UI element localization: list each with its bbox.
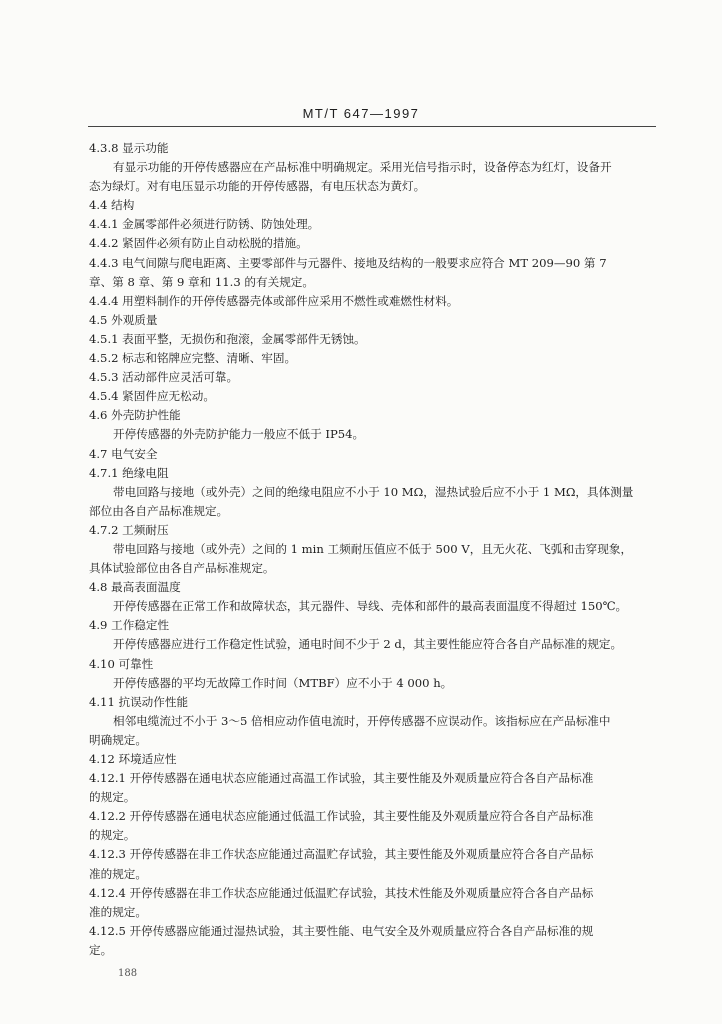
text-line: 的规定。 [89,790,136,805]
text-line: 4.5.1 表面平整，无损伤和孢滚，金属零部件无锈蚀。 [89,331,366,346]
text-line: 4.7 电气安全 [89,446,158,461]
text-line: 4.12.4 开停传感器在非工作状态应能通过低温贮存试验，其技术性能及外观质量应符合各自产品标 [89,885,594,900]
text-line: 4.4 结构 [89,198,135,213]
text-line: 开停传感器的外壳防护能力一般应不低于 IP54。 [113,427,365,442]
text-line: 4.3.8 显示功能 [89,141,169,155]
text-line: 态为绿灯。对有电压显示功能的开停传感器，有电压状态为黄灯。 [89,179,426,194]
text-line: 定。 [89,942,113,957]
document-body [89,139,661,960]
text-line: 准的规定。 [89,866,147,881]
text-line: 准的规定。 [89,904,147,919]
text-line: 带电回路与接地（或外壳）之间的绝缘电阻应不小于 10 MΩ，湿热试验后应不小于 1 MΩ，具体测量 [113,484,634,499]
text-line: 4.12 环境适应性 [89,752,177,766]
text-line: 4.7.2 工频耐压 [89,522,169,537]
text-line: 相邻电缆流过不小于 3～5 倍相应动作值电流时，开停传感器不应误动作。该指标应在产品标准中 [113,713,611,728]
text-line: 开停传感器的平均无故障工作时间（MTBF）应不小于 4 000 h。 [113,675,453,690]
text-line: 4.12.3 开停传感器在非工作状态应能通过高温贮存试验，其主要性能及外观质量应符合各自产品标 [89,847,594,862]
text-line: 部位由各自产品标准规定。 [89,503,229,518]
text-line: 4.12.1 开停传感器在通电状态应能通过高温工作试验，其主要性能及外观质量应符合各自产品标准 [89,771,594,786]
text-line: 4.5.3 活动部件应灵活可靠。 [89,370,239,385]
text-line: 4.12.5 开停传感器应能通过湿热试验，其主要性能、电气安全及外观质量应符合各自产品标准的规 [89,923,594,938]
text-line: 4.4.4 用塑料制作的开停传感器壳体或部件应采用不燃性或难燃性材料。 [89,293,459,308]
text-line: 4.12.2 开停传感器在通电状态应能通过低温工作试验，其主要性能及外观质量应符合各自产品标准 [89,809,594,824]
header-code: MT/T 647—1997 [302,106,420,121]
text-line: 开停传感器应进行工作稳定性试验，通电时间不少于 2 d，其主要性能应符合各自产品标准的规定。 [113,637,623,652]
text-line: 章、第 8 章、第 9 章和 11.3 的有关规定。 [89,274,314,289]
text-line: 4.4.1 金属零部件必须进行防锈、防蚀处理。 [89,217,320,232]
text-line: 具体试验部位由各自产品标准规定。 [89,561,275,576]
text-line: 4.7.1 绝缘电阻 [89,465,169,480]
text-line: 4.5.2 标志和铭牌应完整、清晰、牢固。 [89,351,297,366]
text-line: 4.4.2 紧固件必须有防止自动松脱的措施。 [89,236,308,251]
text-line: 4.9 工作稳定性 [89,618,170,633]
text-line: 4.6 外壳防护性能 [89,408,181,423]
text-line: 4.4.3 电气间隙与爬电距离、主要零部件与元器件、接地及结构的一般要求应符合 MT 209—90 第 7 [89,255,607,270]
text-line: 开停传感器在正常工作和故障状态，其元器件、导线、壳体和部件的最高表面温度不得超过 150℃。 [113,599,628,614]
text-line: 有显示功能的开停传感器应在产品标准中明确规定。采用光信号指示时，设备停态为红灯，设备开 [113,160,612,175]
page-number: 188 [118,968,138,979]
text-line: 4.5.4 紧固件应无松动。 [89,389,215,404]
text-line: 4.8 最高表面温度 [89,580,181,595]
text-line: 的规定。 [89,828,136,843]
header-rule [88,126,656,127]
text-line: 明确规定。 [89,732,147,747]
text-line: 4.11 抗误动作性能 [89,694,189,709]
text-line: 4.10 可靠性 [89,656,154,671]
text-line: 带电回路与接地（或外壳）之间的 1 min 工频耐压值应不低于 500 V，且无火花、飞弧和击穿现象， [113,541,633,556]
text-line: 4.5 外观质量 [89,312,158,327]
